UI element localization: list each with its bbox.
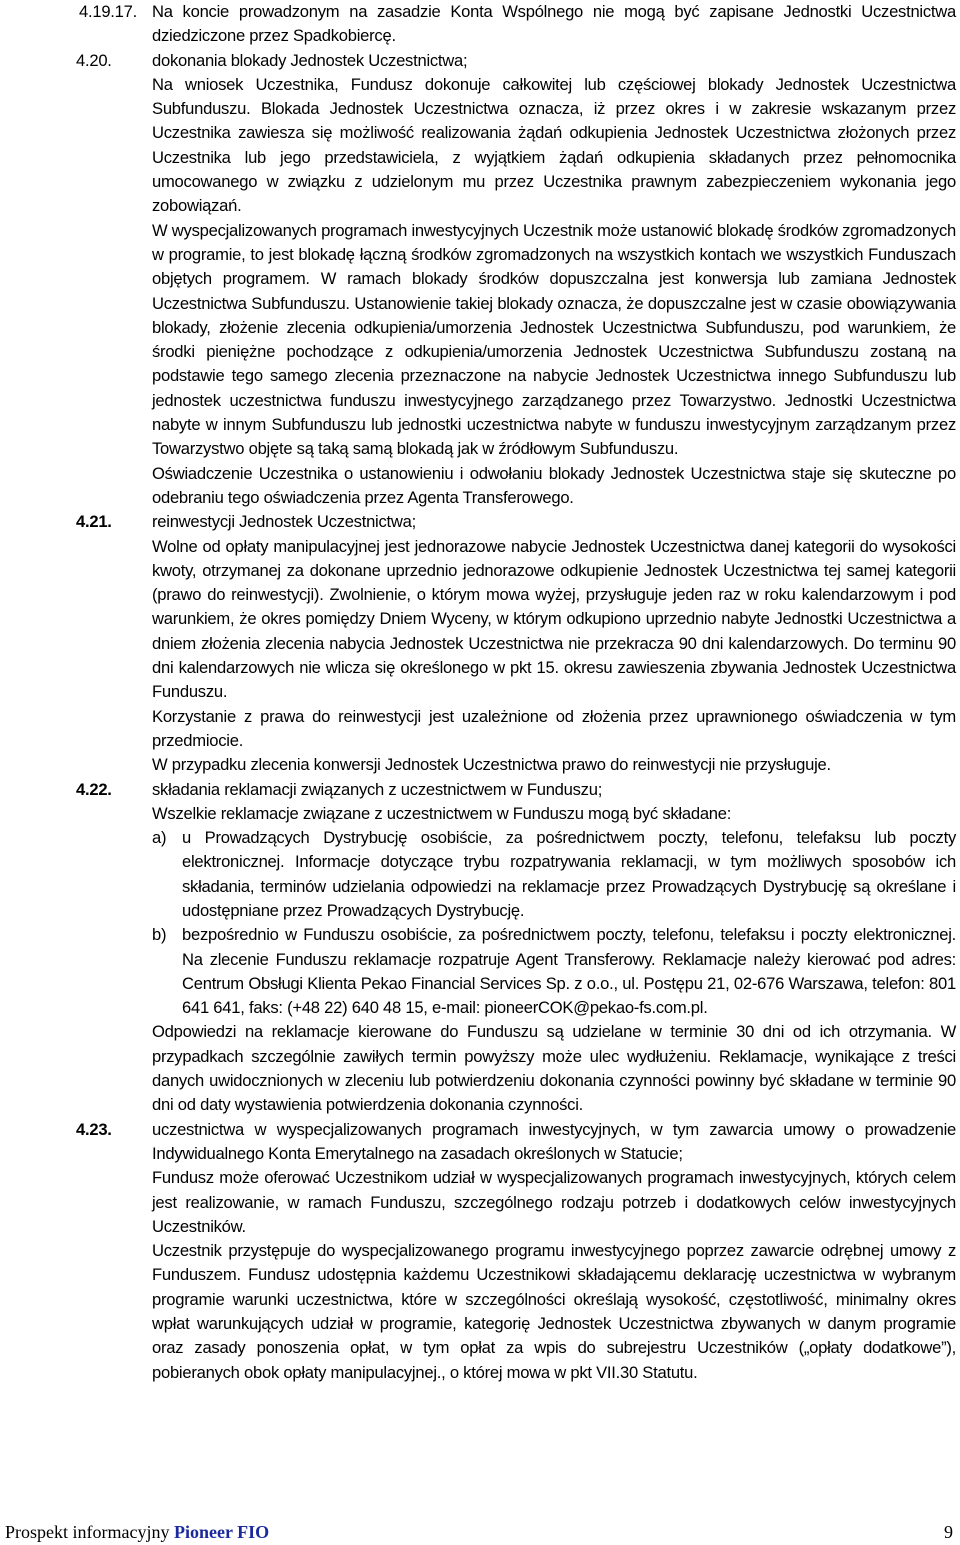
list-item xyxy=(152,826,956,923)
section-number: 4.19.17. xyxy=(79,2,137,21)
section-paragraph: Wolne od opłaty manipulacyjnej jest jednorazowe nabycie Jednostek Uczestnictwa danej kategorii do wysokości kwoty, otrzymanej za dokonane uprzednio jednorazowe odkupienie Jednostek Uczestnictwa tej samej kategorii (prawo do reinwestycji). Zwolnienie, o którym mowa wyżej, przysługuje jeden raz w roku kalendarzowym i pod warunkiem, że okres pomiędzy Dniem Wyceny, w którym odkupiono uprzednio nabyte Jednostki Uczestnictwa a dniem złożenia zlecenia nabycia Jednostek Uczestnictwa nie przekracza 90 dni kalendarzowych. Do terminu 90 dni kalendarzowych nie wlicza się określonego w pkt 15. okresu zawieszenia zbywania Jednostek Uczestnictwa Funduszu. xyxy=(152,536,956,702)
section-paragraph: Uczestnik przystępuje do wyspecjalizowanego programu inwestycyjnego poprzez zawarcie odrębnej umowy z Funduszem. Fundusz udostępnia każdemu Uczestnikowi składającemu deklarację uczestnictwa w wybranym programie warunki uczestnictwa, które w szczególności określają wysokość, częstotliwość, minimalny okres wpłat warunkujących udział w programie, kategorię Jednostek Uczestnictwa zbywanych w danym programie oraz zasady ponoszenia opłat, w tym opłat za wpis do subrejestru Uczestników („opłaty dodatkowe”), pobieranych obok opłaty manipulacyjnej., o której mowa w pkt VII.30 Statutu. xyxy=(152,1241,956,1382)
section-4-21 xyxy=(0,510,960,777)
section-4-23 xyxy=(0,1118,960,1385)
section-paragraph: Korzystanie z prawa do reinwestycji jest uzależnione od złożenia przez uprawnionego oświadczenia w tym przedmiocie. xyxy=(152,706,956,750)
section-4-19-17 xyxy=(0,0,960,49)
section-paragraph: W przypadku zlecenia konwersji Jednostek Uczestnictwa prawo do reinwestycji nie przysługuje. xyxy=(152,755,831,775)
footer-title xyxy=(5,1521,269,1543)
footer-brand: Pioneer FIO xyxy=(173,1522,270,1542)
section-paragraph: Na koncie prowadzonym na zasadzie Konta Wspólnego nie mogą być zapisane Jednostki Uczestnictwa dziedziczone przez Spadkobiercę. xyxy=(152,2,956,46)
section-number: 4.20. xyxy=(76,50,112,70)
list-marker: a) xyxy=(152,828,167,848)
section-heading: dokonania blokady Jednostek Uczestnictwa; xyxy=(152,50,468,70)
section-4-22 xyxy=(0,778,960,1118)
section-number: 4.21. xyxy=(76,512,112,532)
list-item-text: u Prowadzących Dystrybucję osobiście, za pośrednictwem poczty, telefonu, telefaksu lub poczty elektronicznej. Informacje dotyczące trybu rozpatrywania reklamacji, w tym możliwych sposobów ich składania, terminów udzielania odpowiedzi na reklamacje przez Prowadzących Dystrybucję są określane i udostępniane przez Prowadzących Dystrybucję. xyxy=(182,828,956,920)
section-paragraph: Na wniosek Uczestnika, Fundusz dokonuje całkowitej lub częściowej blokady Jednostek Uczestnictwa Subfunduszu. Blokada Jednostek Uczestnictwa oznacza, iż przez okres i w zakresie wskazanym przez Uczestnika zawiesza się możliwość realizowania żądań odkupienia Jednostek Uczestnictwa złożonych przez Uczestnika lub jego przedstawiciela, z wyjątkiem żądań odkupienia składanych przez pełnomocnika umocowanego w związku z udzielonym mu przez Uczestnika prawnym zabezpieczeniem wykonania jego zobowiązań. xyxy=(152,74,956,216)
footer-title-prefix: Prospekt informacyjny xyxy=(5,1522,170,1542)
section-number: 4.22. xyxy=(76,779,112,799)
list-marker: b) xyxy=(152,925,167,945)
section-paragraph: W wyspecjalizowanych programach inwestycyjnych Uczestnik może ustanowić blokadę środków zgromadzonych w programie, to jest blokadę łączną środków zgromadzonych na wszystkich kontach we wszystkich Funduszach objętych programem. W ramach blokady środków dopuszczalna jest konwersja lub zamiana Jednostek Uczestnictwa Subfunduszu. Ustanowienie takiej blokady oznacza, że dopuszczalne jest w czasie obowiązywania blokady, złożenie zlecenia odkupienia/umorzenia Jednostek Uczestnictwa Subfunduszu, pod warunkiem, że środki pieniężne pochodzące z odkupienia/umorzenia Jednostek Uczestnictwa Subfunduszu zostaną na podstawie tego samego zlecenia przeznaczone na nabycie Jednostek Uczestnictwa innego Subfunduszu lub jednostek uczestnictwa funduszu inwestycyjnego zarządzanego przez Towarzystwo. Jednostki Uczestnictwa nabyte w innym Subfunduszu lub jednostki uczestnictwa nabyte w funduszu inwestycyjnym zarządzanym przez Towarzystwo objęte są taką samą blokadą jak w źródłowym Subfunduszu. xyxy=(152,220,956,459)
section-paragraph: Odpowiedzi na reklamacje kierowane do Funduszu są udzielane w terminie 30 dni od ich otrzymania. W przypadkach szczególnie zawiłych termin powyższy może ulec wydłużeniu. Reklamacje, wynikające z treści danych uwidocznionych w zleceniu lub potwierdzeniu dokonania czynności powinny być składane w terminie 90 dni od daty wystawienia potwierdzenia dokonania czynności. xyxy=(152,1022,956,1115)
section-paragraph: Wszelkie reklamacje związane z uczestnictwem w Funduszu mogą być składane: xyxy=(152,803,732,823)
list-item-text: bezpośrednio w Funduszu osobiście, za pośrednictwem poczty, telefonu, telefaksu i poczty elektronicznej. Na zlecenie Funduszu reklamacje rozpatruje Agent Transferowy. Reklamacje należy kierować pod adres: Centrum Obsługi Klienta Pekao Financial Services Sp. z o.o., ul. Postępu 21, 02-676 Warszawa, telefon: 801 641 641, faks: (+48 22) 640 48 15, e-mail: pioneerCOK@pekao-fs.com.pl. xyxy=(182,925,956,1018)
page-number: 9 xyxy=(944,1522,953,1542)
section-paragraph: Oświadczenie Uczestnika o ustanowieniu i odwołaniu blokady Jednostek Uczestnictwa staje się skuteczne po odebraniu tego oświadczenia przez Agenta Transferowego. xyxy=(152,463,956,507)
section-heading: uczestnictwa w wyspecjalizowanych programach inwestycyjnych, w tym zawarcia umowy o prowadzenie Indywidualnego Konta Emerytalnego na zasadach określonych w Statucie; xyxy=(152,1119,956,1163)
section-heading: reinwestycji Jednostek Uczestnictwa; xyxy=(152,512,416,532)
list-item xyxy=(152,923,956,1020)
section-paragraph: Fundusz może oferować Uczestnikom udział w wyspecjalizowanych programach inwestycyjnych, których celem jest realizowanie, w ramach Funduszu, szczególnego rodzaju potrzeb i dodatkowych celów inwestycyjnych Uczestników. xyxy=(152,1168,956,1236)
section-number: 4.23. xyxy=(76,1119,112,1139)
section-heading: składania reklamacji związanych z uczestnictwem w Funduszu; xyxy=(152,779,603,799)
section-4-20 xyxy=(0,49,960,511)
